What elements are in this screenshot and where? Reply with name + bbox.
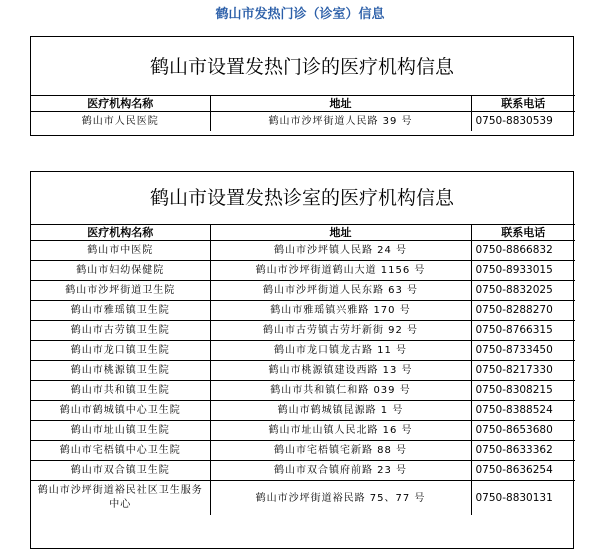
page-title: 鹤山市发热门诊（诊室）信息 bbox=[215, 7, 385, 22]
table-header-row bbox=[31, 225, 575, 241]
table-row bbox=[31, 341, 575, 361]
institution-name: 鹤山市址山镇卫生院 bbox=[31, 421, 210, 441]
table-row bbox=[31, 112, 575, 132]
institution-phone: 0750-8288270 bbox=[471, 301, 575, 321]
institution-address: 鹤山市址山镇人民北路 16 号 bbox=[210, 421, 471, 441]
table-header-row bbox=[31, 96, 575, 112]
table-row bbox=[31, 361, 575, 381]
table-row bbox=[31, 261, 575, 281]
table-row bbox=[31, 241, 575, 261]
institution-phone: 0750-8933015 bbox=[471, 261, 575, 281]
institution-address: 鹤山市古劳镇古劳圩新街 92 号 bbox=[210, 321, 471, 341]
header-address: 地址 bbox=[210, 96, 471, 112]
institution-name: 鹤山市雅瑶镇卫生院 bbox=[31, 301, 210, 321]
institution-phone: 0750-8830131 bbox=[471, 481, 575, 516]
header-phone: 联系电话 bbox=[471, 225, 575, 241]
institution-phone: 0750-8308215 bbox=[471, 381, 575, 401]
institution-name: 鹤山市桃源镇卫生院 bbox=[31, 361, 210, 381]
table-row bbox=[31, 421, 575, 441]
header-phone: 联系电话 bbox=[471, 96, 575, 112]
institution-address: 鹤山市沙坪镇人民路 24 号 bbox=[210, 241, 471, 261]
institution-address: 鹤山市沙坪街道鹤山大道 1156 号 bbox=[210, 261, 471, 281]
institution-address: 鹤山市沙坪街道人民路 39 号 bbox=[210, 112, 471, 132]
institution-phone: 0750-8733450 bbox=[471, 341, 575, 361]
institution-phone: 0750-8766315 bbox=[471, 321, 575, 341]
institution-phone: 0750-8653680 bbox=[471, 421, 575, 441]
table-row bbox=[31, 461, 575, 481]
institution-name: 鹤山市沙坪街道裕民社区卫生服务中心 bbox=[31, 481, 210, 516]
header-institution-name: 医疗机构名称 bbox=[31, 225, 210, 241]
table-row bbox=[31, 301, 575, 321]
institution-name: 鹤山市宅梧镇中心卫生院 bbox=[31, 441, 210, 461]
table-row bbox=[31, 281, 575, 301]
table-row bbox=[31, 441, 575, 461]
institution-name: 鹤山市鹤城镇中心卫生院 bbox=[31, 401, 210, 421]
header-address: 地址 bbox=[210, 225, 471, 241]
institution-address: 鹤山市沙坪街道人民东路 63 号 bbox=[210, 281, 471, 301]
fever-clinic-section bbox=[30, 36, 574, 136]
institution-phone: 0750-8636254 bbox=[471, 461, 575, 481]
table-row bbox=[31, 321, 575, 341]
table-row bbox=[31, 401, 575, 421]
institution-address: 鹤山市雅瑶镇兴雅路 170 号 bbox=[210, 301, 471, 321]
institution-phone: 0750-8388524 bbox=[471, 401, 575, 421]
institution-name: 鹤山市妇幼保健院 bbox=[31, 261, 210, 281]
institution-phone: 0750-8633362 bbox=[471, 441, 575, 461]
institution-phone: 0750-8830539 bbox=[471, 112, 575, 132]
institution-name: 鹤山市人民医院 bbox=[31, 112, 210, 132]
table-row bbox=[31, 481, 575, 516]
table-row bbox=[31, 381, 575, 401]
institution-address: 鹤山市桃源镇建设西路 13 号 bbox=[210, 361, 471, 381]
institution-phone: 0750-8866832 bbox=[471, 241, 575, 261]
institution-address: 鹤山市鹤城镇昆源路 1 号 bbox=[210, 401, 471, 421]
institution-name: 鹤山市古劳镇卫生院 bbox=[31, 321, 210, 341]
institution-address: 鹤山市共和镇仁和路 039 号 bbox=[210, 381, 471, 401]
institution-name: 鹤山市中医院 bbox=[31, 241, 210, 261]
institution-address: 鹤山市龙口镇龙古路 11 号 bbox=[210, 341, 471, 361]
institution-address: 鹤山市沙坪街道裕民路 75、77 号 bbox=[210, 481, 471, 516]
fever-room-table bbox=[31, 224, 575, 515]
institution-phone: 0750-8217330 bbox=[471, 361, 575, 381]
institution-phone: 0750-8832025 bbox=[471, 281, 575, 301]
fever-room-table-title: 鹤山市设置发热诊室的医疗机构信息 bbox=[149, 187, 454, 209]
institution-name: 鹤山市龙口镇卫生院 bbox=[31, 341, 210, 361]
institution-name: 鹤山市沙坪街道卫生院 bbox=[31, 281, 210, 301]
header-institution-name: 医疗机构名称 bbox=[31, 96, 210, 112]
fever-clinic-table-title: 鹤山市设置发热门诊的医疗机构信息 bbox=[149, 56, 454, 78]
institution-address: 鹤山市宅梧镇宅新路 88 号 bbox=[210, 441, 471, 461]
institution-name: 鹤山市共和镇卫生院 bbox=[31, 381, 210, 401]
fever-clinic-table bbox=[31, 95, 575, 131]
institution-address: 鹤山市双合镇府前路 23 号 bbox=[210, 461, 471, 481]
fever-room-section bbox=[30, 171, 574, 549]
institution-name: 鹤山市双合镇卫生院 bbox=[31, 461, 210, 481]
